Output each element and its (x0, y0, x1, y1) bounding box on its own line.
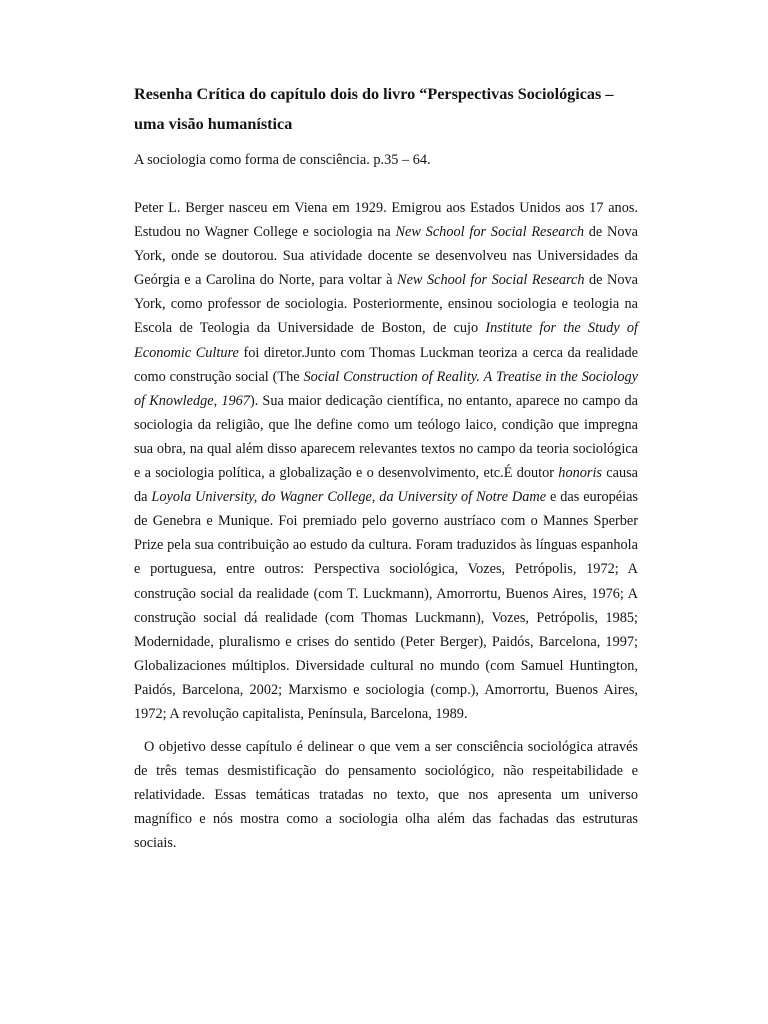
paragraph-objective: O objetivo desse capítulo é delinear o que vem a ser consciência sociológica através de três temas desmistificação do pensamento sociológico, não respeitabilidade e relatividade. Essas temáticas tratadas no texto, que nos apresenta um universo magnífico e nós mostra como a sociologia olha além das fachadas das estruturas sociais. (134, 739, 638, 852)
text-run: Peter L. Berger nasceu em Viena em 1929. Emigrou aos Estados Unidos aos 17 anos. Estudou no Wagner College e sociologia na (134, 200, 638, 241)
italic-run: New School for Social Research (397, 272, 585, 289)
italic-run: honoris (558, 465, 602, 482)
text-run: ). Sua maior dedicação científica, no entanto, aparece no campo da sociologia da religião, que lhe define como um teólogo laico, condição que impregna sua obra, na qual além disso aparecem relevantes textos no campo da teoria sociológica e a sociologia política, a globalização e o desenvolvimento, etc.É doutor (134, 392, 638, 482)
italic-run: Loyola University, do Wagner College, da University of Notre Dame (151, 489, 547, 506)
italic-run: New School for Social Research (395, 224, 584, 241)
italic-run: Institute for the Study of Economic Culture (134, 320, 638, 361)
text-run: foi diretor.Junto com Thomas Luckman teoriza a cerca da realidade como construção social (The (134, 344, 638, 385)
text-run: de Nova York, como professor de sociologia. Posteriormente, ensinou sociologia e teologia na Escola de Teologia da Universidade de Boston, de cujo (134, 272, 638, 337)
text-run: causa da (134, 465, 638, 506)
text-run: e das européias de Genebra e Munique. Foi premiado pelo governo austríaco com o Mannes Sperber Prize pela sua contribuição ao estudo da cultura. Foram traduzidos às línguas espanhola e portuguesa, entre outros: Perspectiva sociológica, Vozes, Petrópolis, 1972; A construção social da realidade (com T. Luckmann), Amorrortu, Buenos Aires, 1976; A construção social dá realidade (com Thomas Luckmann), Vozes, Petrópolis, 1985; Modernidade, pluralismo e crises do sentido (Peter Berger), Paidós, Barcelona, 1997; Globalizaciones múltiplos. Diversidade cultural no mundo (com Samuel Huntington, Paidós, Barcelona, 2002; Marxismo e sociologia (comp.), Amorrortu, Buenos Aires, 1972; A revolução capitalista, Península, Barcelona, 1989. (134, 489, 638, 722)
italic-run: Social Construction of Reality. A Treatise in the Sociology of Knowledge, 1967 (134, 368, 638, 409)
document-title: Resenha Crítica do capítulo dois do livro “Perspectivas Sociológicas – uma visão humanística (134, 85, 614, 133)
text-run: de Nova York, onde se doutorou. Sua atividade docente se desenvolveu nas Universidades da Geórgia e a Carolina do Norte, para voltar à (134, 224, 638, 289)
paragraph-biography (134, 196, 638, 726)
document-subtitle: A sociologia como forma de consciência. p.35 – 64. (134, 152, 431, 168)
